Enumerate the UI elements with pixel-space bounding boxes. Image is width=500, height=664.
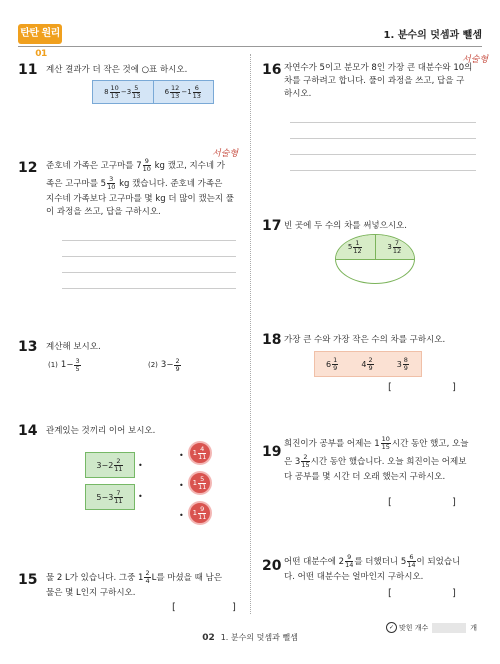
footer-title: 1. 분수의 덧셈과 뺄셈 <box>220 633 298 642</box>
badge-number: 01 <box>35 49 47 59</box>
q15-text: 물 2 L가 있습니다. 그중 1 $\frac{2}{4}$ L를 마셨을 때 남은 물은 몇 L인지 구하시오. <box>46 569 222 598</box>
header-rule <box>18 46 482 47</box>
q20-answer-open[interactable]: [ <box>388 588 392 599</box>
q16-descriptive-stamp: 서술형 <box>462 55 489 65</box>
badge-label: 탄탄 원리 <box>20 28 60 39</box>
q18-value-1: 6 1 9 <box>326 355 338 372</box>
q19-text: 희진이가 공부를 어제는 1 $\frac{10}{15}$ 시간 동안 했고, 오늘 은 3 $\frac{2}{15}$ 시간 동안 했습니다. 오늘 희진이는 어제보 다 공부를 몇 시간 더 오래 했는지 구하시오. <box>284 435 469 482</box>
q11-number: 11 <box>18 62 38 78</box>
q11-text: 계산 결과가 더 작은 것에 ○표 하시오. <box>46 65 188 75</box>
q14-dot-left-2[interactable]: • <box>138 492 143 501</box>
q12-answer-line-1[interactable] <box>62 240 236 241</box>
q13-problem-1: (1) 1 − $\frac{3}{5}$ <box>48 357 80 373</box>
q16-answer-line-3[interactable] <box>290 154 476 155</box>
q18-number: 18 <box>262 332 282 348</box>
q19-number: 19 <box>262 444 282 460</box>
score-input[interactable] <box>432 623 466 633</box>
check-icon: ✓ <box>386 622 397 633</box>
q17-ellipse <box>335 234 415 284</box>
q11-cell-2[interactable]: 6 12 13 − 1 6 13 <box>154 81 214 103</box>
q13-text: 계산해 보시오. <box>46 342 101 352</box>
q18-answer-open[interactable]: [ <box>388 382 392 393</box>
q16-number: 16 <box>262 62 282 78</box>
q18-value-2: 4 2 9 <box>361 355 373 372</box>
column-divider <box>250 54 251 614</box>
q19-answer-open[interactable]: [ <box>388 497 392 508</box>
q16-answer-line-4[interactable] <box>290 170 476 171</box>
q20-answer-close[interactable]: ] <box>452 588 456 599</box>
q15-answer-close[interactable]: ] <box>232 602 236 613</box>
q11-cell-1[interactable]: 8 10 13 − 3 5 13 <box>93 81 154 103</box>
q17-text: 빈 곳에 두 수의 차를 써넣으시오. <box>284 221 407 231</box>
q14-right-circle-3[interactable]: 1 9 11 <box>188 501 212 525</box>
q16-text: 자연수가 5이고 분모가 8인 가장 큰 대분수와 10의 차를 구하려고 합니다. 풀이 과정을 쓰고, 답을 구 하시오. <box>284 63 473 99</box>
q16-answer-line-2[interactable] <box>290 138 476 139</box>
q18-text: 가장 큰 수와 가장 작은 수의 차를 구하시오. <box>284 335 446 345</box>
q12-answer-line-3[interactable] <box>62 272 236 273</box>
section-badge <box>18 24 62 59</box>
q16-answer-line-1[interactable] <box>290 122 476 123</box>
q20-number: 20 <box>262 558 282 574</box>
score-unit: 개 <box>470 623 478 632</box>
q14-text: 관계있는 것끼리 이어 보시오. <box>46 426 156 436</box>
q15-number: 15 <box>18 572 38 588</box>
q12-text: 준호네 가족은 고구마를 7 $\frac{9}{10}$ kg 캤고, 지수네 가 족은 고구마를 5 $\frac{3}{10}$ kg 캤습니다. 준호네 가족은 지수네 가족보다 고구마를 몇 kg 더 많이 캤는지 풀 이 과정을 쓰고, 답을 구하시오. <box>46 157 234 217</box>
q13-problem-2: (2) 3 − $\frac{2}{9}$ <box>148 357 180 373</box>
q17-value-b: 3 7 12 <box>387 238 402 255</box>
page-footer <box>0 632 500 643</box>
q14-right-circle-1[interactable]: 1 4 11 <box>188 441 212 465</box>
page-number: 02 <box>202 633 215 643</box>
q17-answer-blank[interactable] <box>336 260 414 283</box>
q14-dot-right-3[interactable]: • <box>179 511 184 520</box>
q15-answer-open[interactable]: [ <box>172 602 176 613</box>
q17-number: 17 <box>262 218 282 234</box>
q19-answer-close[interactable]: ] <box>452 497 456 508</box>
q12-answer-line-4[interactable] <box>62 288 236 289</box>
q14-left-box-1[interactable]: 3 − 2 2 11 <box>85 452 135 478</box>
q13-number: 13 <box>18 339 38 355</box>
q14-right-circle-2[interactable]: 1 5 11 <box>188 471 212 495</box>
q14-left-box-2[interactable]: 5 − 3 7 11 <box>85 484 135 510</box>
q14-dot-left-1[interactable]: • <box>138 461 143 470</box>
q18-value-3: 3 8 9 <box>396 355 408 372</box>
q18-number-box <box>314 351 422 377</box>
q17-top-half <box>336 235 414 260</box>
q20-text: 어떤 대분수에 2 $\frac{9}{14}$ 를 더했더니 5 $\frac{6}{14}$ 이 되었습니 다. 어떤 대분수는 얼마인지 구하시오. <box>284 553 461 582</box>
q17-value-a: 5 1 12 <box>336 235 376 259</box>
score-label: 맞힌 개수 <box>399 623 429 632</box>
q14-dot-right-2[interactable]: • <box>179 481 184 490</box>
q12-descriptive-stamp: 서술형 <box>212 149 239 159</box>
q14-number: 14 <box>18 423 38 439</box>
q18-answer-close[interactable]: ] <box>452 382 456 393</box>
q11-table <box>92 80 214 104</box>
chapter-title: 1. 분수의 덧셈과 뺄셈 <box>383 30 482 41</box>
q14-dot-right-1[interactable]: • <box>179 451 184 460</box>
q12-number: 12 <box>18 160 38 176</box>
q12-answer-line-2[interactable] <box>62 256 236 257</box>
